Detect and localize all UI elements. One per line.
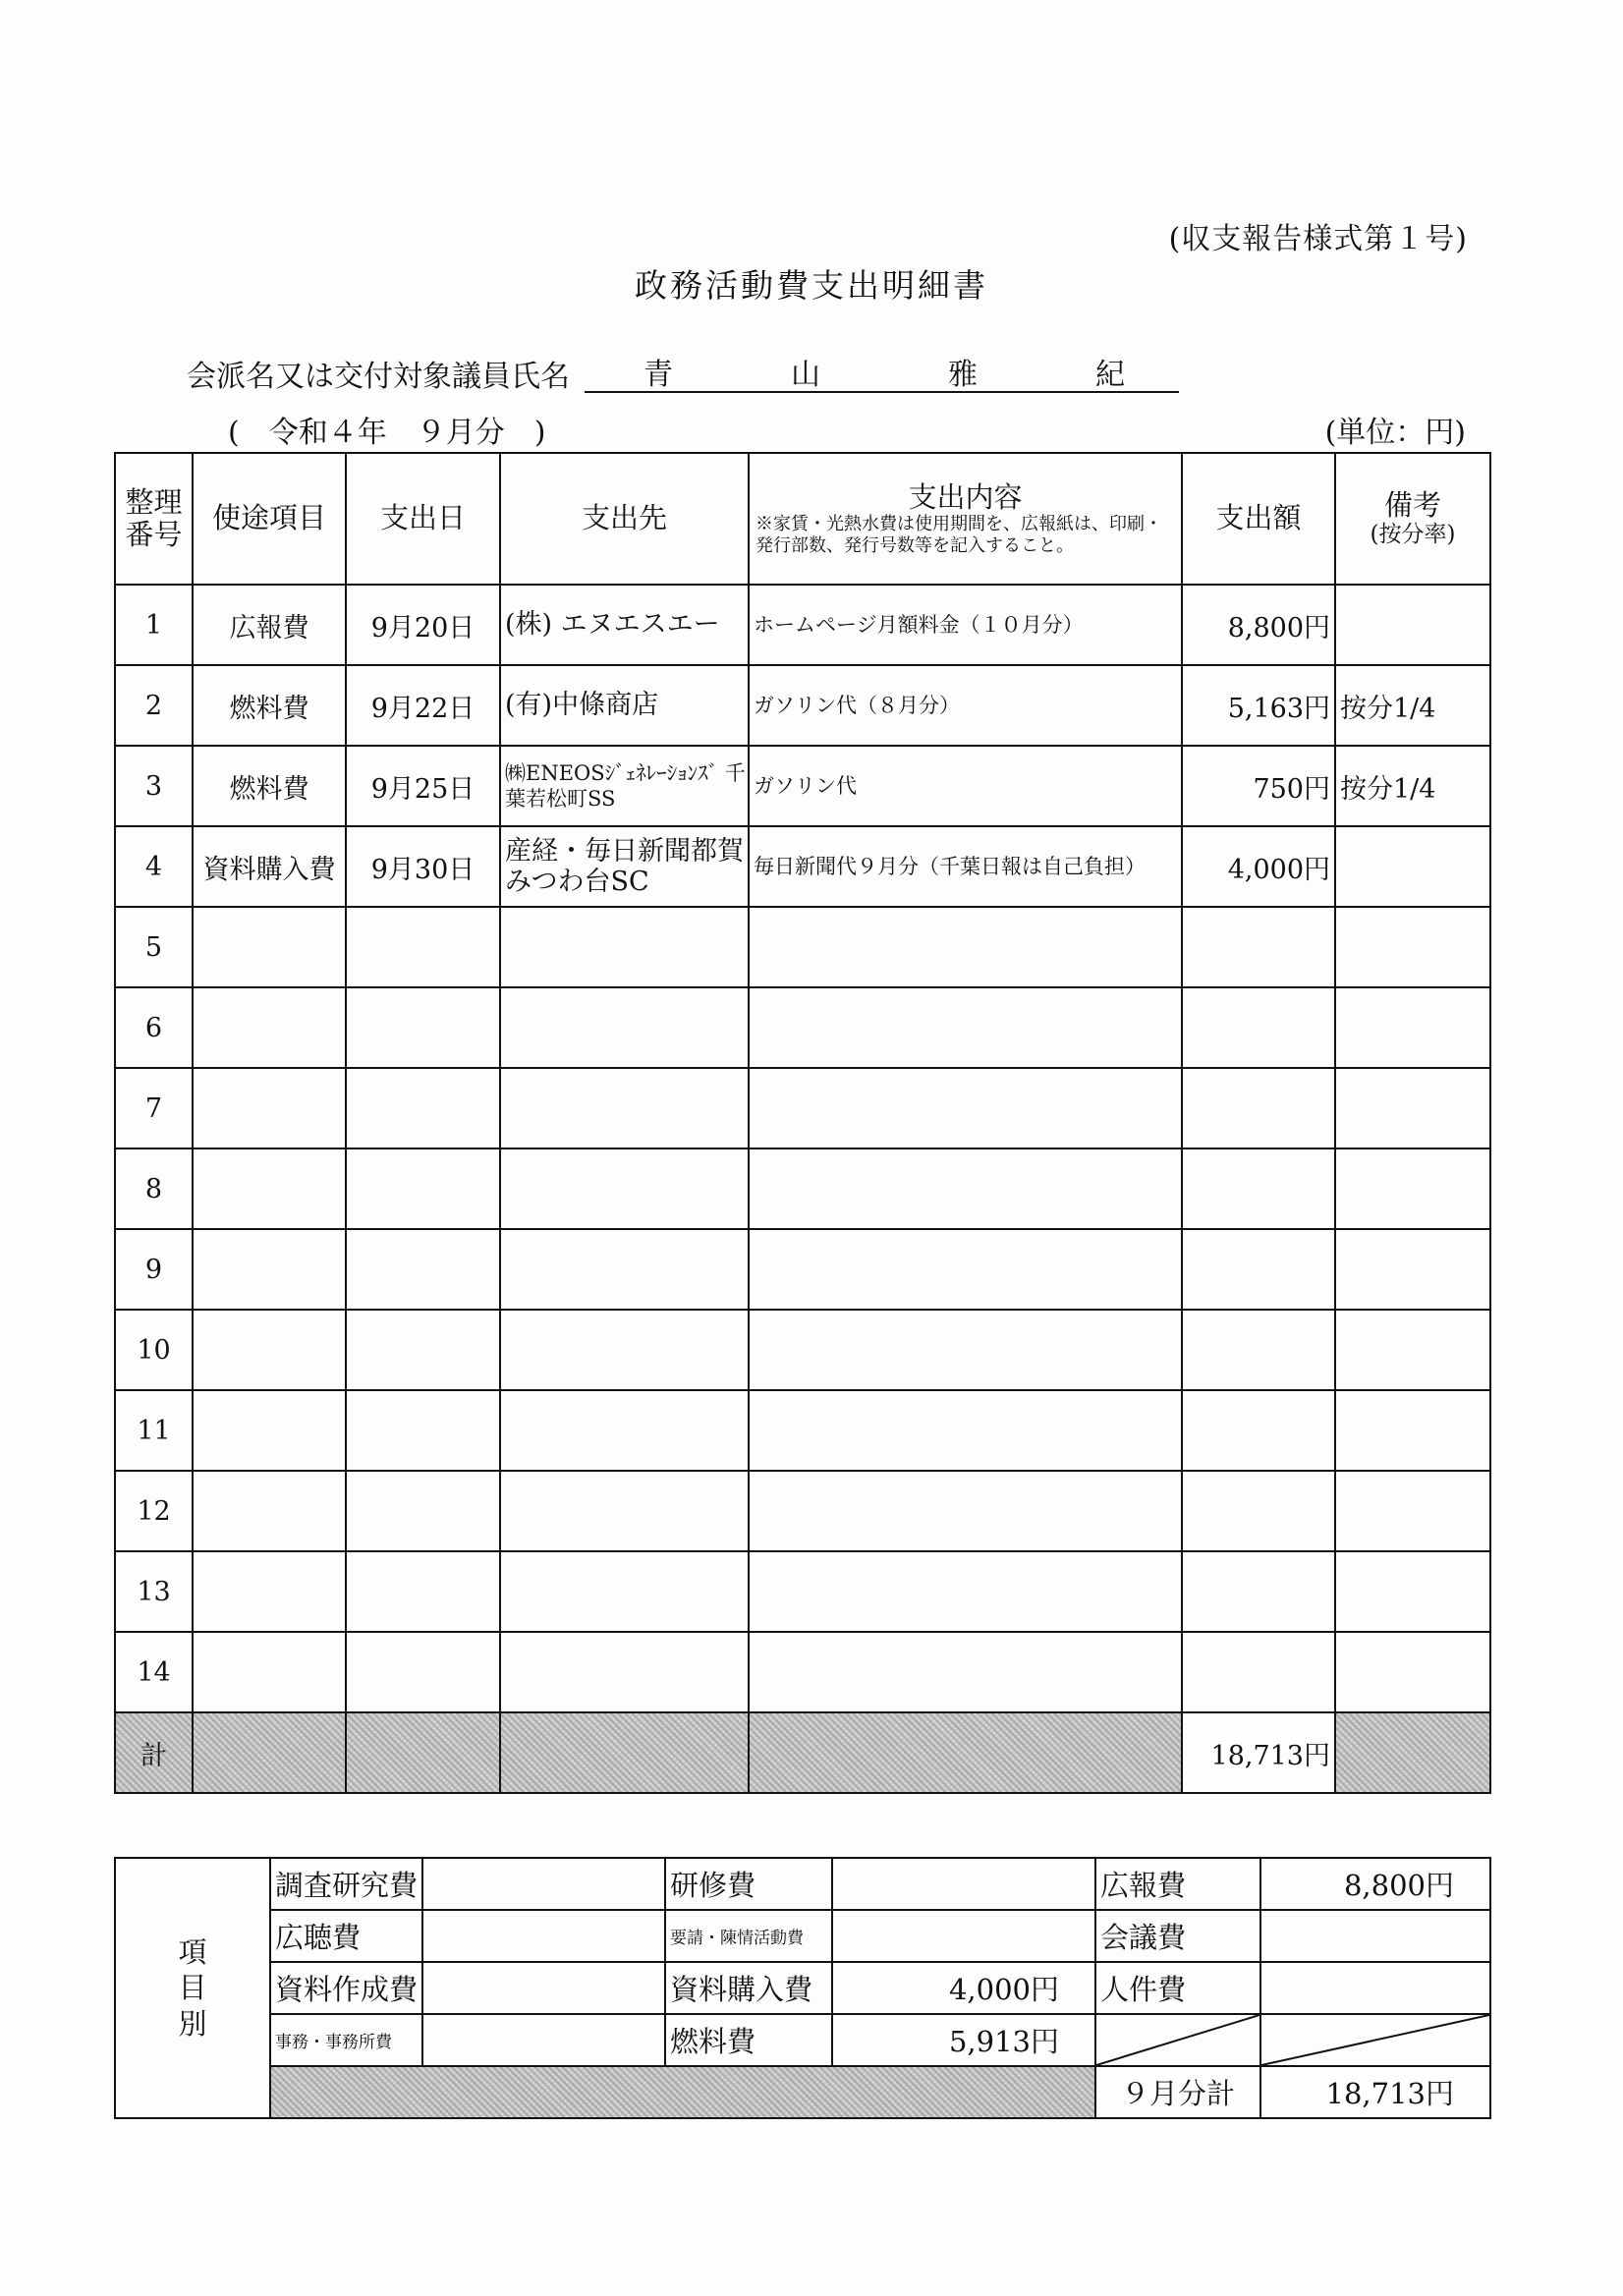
row-no: 12 <box>115 1471 193 1551</box>
member-name-char: 紀 <box>1095 358 1125 392</box>
row-payee <box>500 907 749 987</box>
row-content <box>749 1471 1182 1551</box>
member-name-char: 青 <box>644 358 673 392</box>
row-content <box>749 1310 1182 1390</box>
row-amount: 750円 <box>1182 746 1335 826</box>
table-row <box>115 665 1490 746</box>
table-row <box>115 1390 1490 1471</box>
row-amount: 5,163円 <box>1182 665 1335 746</box>
row-remarks <box>1335 1068 1490 1148</box>
row-content <box>749 1229 1182 1310</box>
member-name-char: 山 <box>791 358 820 392</box>
row-date: 9月20日 <box>346 585 500 665</box>
category-label: 広報費 <box>1095 1858 1260 1910</box>
shaded-cell <box>193 1712 346 1793</box>
row-date <box>346 987 500 1068</box>
category-amount <box>1260 1962 1490 2014</box>
row-category: 燃料費 <box>193 746 346 826</box>
header-content <box>749 453 1182 585</box>
row-date <box>346 1471 500 1551</box>
total-label: 計 <box>115 1712 193 1793</box>
category-summary-table <box>114 1857 1491 2119</box>
row-payee <box>500 1390 749 1471</box>
document-title: 政務活動費支出明細書 <box>635 266 988 305</box>
header-date: 支出日 <box>346 453 500 585</box>
month-total-label: ９月分計 <box>1095 2066 1260 2118</box>
row-date <box>346 1632 500 1712</box>
row-category: 広報費 <box>193 585 346 665</box>
row-payee <box>500 1632 749 1712</box>
row-category <box>193 1471 346 1551</box>
row-category <box>193 1310 346 1390</box>
form-number: (収支報告様式第１号) <box>1168 222 1468 256</box>
row-payee <box>500 1148 749 1229</box>
row-category <box>193 1551 346 1632</box>
category-amount <box>832 1858 1095 1910</box>
total-amount: 18,713円 <box>1182 1712 1335 1793</box>
row-content: 毎日新聞代９月分（千葉日報は自己負担） <box>749 826 1182 907</box>
row-date <box>346 1229 500 1310</box>
row-category <box>193 1390 346 1471</box>
category-amount: 5,913円 <box>832 2014 1095 2066</box>
row-remarks <box>1335 585 1490 665</box>
shaded-cell <box>749 1712 1182 1793</box>
category-label: 要請・陳情活動費 <box>665 1910 832 1962</box>
header-payee: 支出先 <box>500 453 749 585</box>
row-no: 4 <box>115 826 193 907</box>
table-row <box>115 1310 1490 1390</box>
row-no: 2 <box>115 665 193 746</box>
shaded-cell <box>346 1712 500 1793</box>
row-date: 9月22日 <box>346 665 500 746</box>
table-row <box>115 1068 1490 1148</box>
row-remarks <box>1335 1310 1490 1390</box>
category-label: 資料購入費 <box>665 1962 832 2014</box>
row-amount: 8,800円 <box>1182 585 1335 665</box>
row-amount <box>1182 1632 1335 1712</box>
category-row <box>115 2014 1490 2066</box>
category-label: 燃料費 <box>665 2014 832 2066</box>
category-amount <box>422 1910 665 1962</box>
row-amount <box>1182 1148 1335 1229</box>
category-label: 研修費 <box>665 1858 832 1910</box>
row-no: 9 <box>115 1229 193 1310</box>
category-total-row <box>115 2066 1490 2118</box>
table-row <box>115 746 1490 826</box>
header-content-note: ※家賃・光熱水費は使用期間を、広報紙は、印刷・発行部数、発行号数等を記入すること。 <box>756 514 1162 556</box>
row-content: ガソリン代 <box>749 746 1182 826</box>
row-content <box>749 987 1182 1068</box>
row-date <box>346 1068 500 1148</box>
expenditure-table <box>114 452 1491 1794</box>
shaded-cell <box>500 1712 749 1793</box>
row-amount <box>1182 1551 1335 1632</box>
category-row <box>115 1962 1490 2014</box>
row-no: 5 <box>115 907 193 987</box>
table-row <box>115 907 1490 987</box>
header-no: 整理 番号 <box>115 453 193 585</box>
row-category <box>193 1229 346 1310</box>
diagonal-cell <box>1260 2014 1490 2066</box>
row-category: 燃料費 <box>193 665 346 746</box>
row-content <box>749 1068 1182 1148</box>
row-remarks <box>1335 1148 1490 1229</box>
row-content <box>749 1632 1182 1712</box>
row-date: 9月30日 <box>346 826 500 907</box>
unit-label: (単位：円) <box>1324 416 1466 450</box>
table-row <box>115 1632 1490 1712</box>
row-content <box>749 1390 1182 1471</box>
row-amount <box>1182 1068 1335 1148</box>
report-period: ( 令和４年 ９月分 ) <box>228 416 546 450</box>
row-payee: 産経・毎日新聞都賀みつわ台SC <box>500 826 749 907</box>
table-row <box>115 1551 1490 1632</box>
row-category <box>193 987 346 1068</box>
shaded-cell <box>1335 1712 1490 1793</box>
month-total-amount: 18,713円 <box>1260 2066 1490 2118</box>
row-content <box>749 1551 1182 1632</box>
row-date <box>346 1148 500 1229</box>
row-remarks <box>1335 1551 1490 1632</box>
diagonal-cell <box>1095 2014 1260 2066</box>
row-category <box>193 1632 346 1712</box>
category-amount <box>422 2014 665 2066</box>
row-remarks: 按分1/4 <box>1335 665 1490 746</box>
row-amount <box>1182 1390 1335 1471</box>
table-row <box>115 1471 1490 1551</box>
row-date: 9月25日 <box>346 746 500 826</box>
category-amount: 8,800円 <box>1260 1858 1490 1910</box>
row-no: 1 <box>115 585 193 665</box>
row-content <box>749 907 1182 987</box>
row-payee <box>500 987 749 1068</box>
shaded-cell <box>270 2066 1095 2118</box>
row-content: ホームページ月額料金（１０月分） <box>749 585 1182 665</box>
category-amount: 4,000円 <box>832 1962 1095 2014</box>
row-amount <box>1182 987 1335 1068</box>
header-content-title: 支出内容 <box>908 479 1023 514</box>
row-no: 11 <box>115 1390 193 1471</box>
row-amount <box>1182 907 1335 987</box>
category-label: 会議費 <box>1095 1910 1260 1962</box>
member-name-label: 会派名又は交付対象議員氏名 <box>187 360 570 394</box>
member-name-char: 雅 <box>948 358 978 392</box>
category-label: 人件費 <box>1095 1962 1260 2014</box>
row-date <box>346 1310 500 1390</box>
row-amount <box>1182 1471 1335 1551</box>
row-payee <box>500 1229 749 1310</box>
category-label: 広聴費 <box>270 1910 422 1962</box>
row-remarks <box>1335 1229 1490 1310</box>
row-amount <box>1182 1310 1335 1390</box>
table-row <box>115 987 1490 1068</box>
row-payee <box>500 1471 749 1551</box>
row-remarks: 按分1/4 <box>1335 746 1490 826</box>
row-no: 14 <box>115 1632 193 1712</box>
row-date <box>346 907 500 987</box>
category-row <box>115 1858 1490 1910</box>
row-date <box>346 1390 500 1471</box>
row-remarks <box>1335 987 1490 1068</box>
row-payee <box>500 1310 749 1390</box>
category-side-label: 項 目 別 <box>115 1858 270 2118</box>
row-category <box>193 1068 346 1148</box>
row-amount <box>1182 1229 1335 1310</box>
row-no: 13 <box>115 1551 193 1632</box>
header-amount: 支出額 <box>1182 453 1335 585</box>
row-no: 8 <box>115 1148 193 1229</box>
category-label: 調査研究費 <box>270 1858 422 1910</box>
table-row <box>115 1148 1490 1229</box>
row-category <box>193 907 346 987</box>
row-no: 6 <box>115 987 193 1068</box>
row-category: 資料購入費 <box>193 826 346 907</box>
row-payee <box>500 1068 749 1148</box>
category-amount <box>422 1962 665 2014</box>
category-row <box>115 1910 1490 1962</box>
row-no: 3 <box>115 746 193 826</box>
category-label: 事務・事務所費 <box>270 2014 422 2066</box>
row-payee <box>500 1551 749 1632</box>
header-remarks: 備考 (按分率) <box>1335 453 1490 585</box>
row-remarks <box>1335 1471 1490 1551</box>
table-row <box>115 826 1490 907</box>
row-payee: (有)中條商店 <box>500 665 749 746</box>
category-amount <box>422 1858 665 1910</box>
row-payee: ㈱ENEOSｼﾞｪﾈﾚｰｼｮﾝｽﾞ 千葉若松町SS <box>500 746 749 826</box>
row-remarks <box>1335 1390 1490 1471</box>
row-content <box>749 1148 1182 1229</box>
row-payee: (株) エヌエスエー <box>500 585 749 665</box>
name-underline <box>585 391 1179 393</box>
row-remarks <box>1335 826 1490 907</box>
row-remarks <box>1335 1632 1490 1712</box>
header-category: 使途項目 <box>193 453 346 585</box>
table-row <box>115 1229 1490 1310</box>
table-header-row <box>115 453 1490 585</box>
row-amount: 4,000円 <box>1182 826 1335 907</box>
row-remarks <box>1335 907 1490 987</box>
row-no: 7 <box>115 1068 193 1148</box>
row-category <box>193 1148 346 1229</box>
category-amount <box>832 1910 1095 1962</box>
category-amount <box>1260 1910 1490 1962</box>
row-date <box>346 1551 500 1632</box>
total-row <box>115 1712 1490 1793</box>
row-no: 10 <box>115 1310 193 1390</box>
table-row <box>115 585 1490 665</box>
row-content: ガソリン代（８月分） <box>749 665 1182 746</box>
category-label: 資料作成費 <box>270 1962 422 2014</box>
